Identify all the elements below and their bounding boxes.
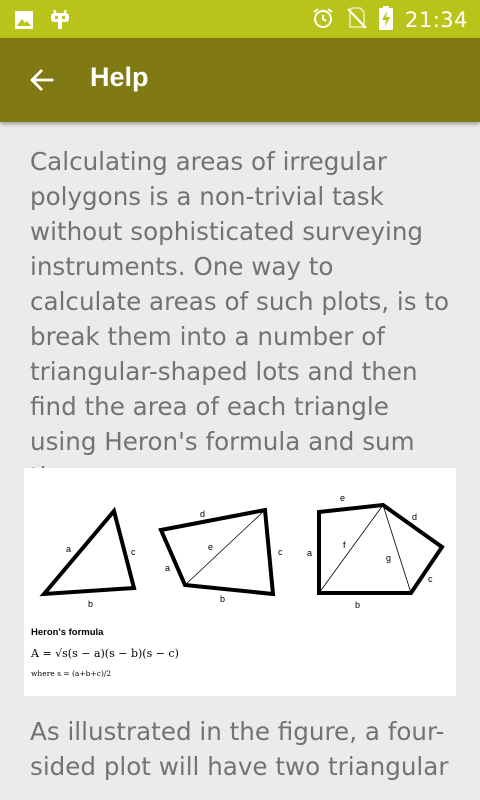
image-icon: [14, 10, 34, 34]
status-time: 21:34: [404, 8, 468, 32]
status-bar-system: [311, 6, 468, 34]
triangle-label-a: a: [66, 544, 72, 554]
help-paragraph-intro: Calculating areas of irregular polygons is a non-trivial task without sophisticated surveying instruments. One way to calculate areas of such plots, is to break them into a number of triangular-shaped lots and then find the area of each triangle using Heron's formula and sum: [30, 147, 450, 456]
polygon-figure: [24, 468, 456, 696]
quadrilateral-shape: [161, 509, 283, 604]
page-title: Help: [90, 62, 149, 92]
back-button[interactable]: [22, 60, 62, 100]
pentagon-label-g: g: [386, 553, 392, 563]
pentagon-shape: [307, 493, 442, 610]
pentagon-label-a: a: [307, 548, 313, 558]
arrow-back-icon: [22, 85, 62, 104]
pentagon-label-d: d: [412, 512, 418, 522]
heron-formula: A = √s(s − a)(s − b)(s − c): [31, 647, 179, 660]
pentagon-label-b: b: [355, 600, 361, 610]
app-bar: [0, 38, 480, 122]
alarm-icon: [311, 6, 335, 34]
android-icon: [48, 8, 72, 36]
battery-charging-icon: [379, 6, 393, 34]
quad-label-b: b: [220, 594, 226, 604]
triangle-label-c: c: [131, 547, 136, 557]
pentagon-label-f: f: [343, 540, 346, 550]
polygon-diagram: [24, 468, 456, 696]
pentagon-label-c: c: [428, 574, 433, 584]
triangle-shape: [44, 511, 136, 609]
status-bar: [0, 0, 480, 38]
no-sim-icon: [347, 6, 367, 34]
help-content[interactable]: [0, 122, 480, 800]
heron-formula-title: Heron's formula: [31, 627, 104, 638]
quad-label-a: a: [165, 563, 171, 573]
help-paragraph-illustration: As illustrated in the figure, a four-sided plot will have two triangular: [30, 717, 449, 781]
quad-label-d: d: [200, 509, 206, 519]
status-bar-notifications: [14, 8, 72, 36]
quad-label-e: e: [208, 542, 214, 552]
triangle-label-b: b: [88, 599, 94, 609]
pentagon-label-e: e: [340, 493, 346, 503]
heron-formula-where: where s = (a+b+c)/2: [31, 669, 112, 678]
quad-label-c: c: [278, 547, 283, 557]
